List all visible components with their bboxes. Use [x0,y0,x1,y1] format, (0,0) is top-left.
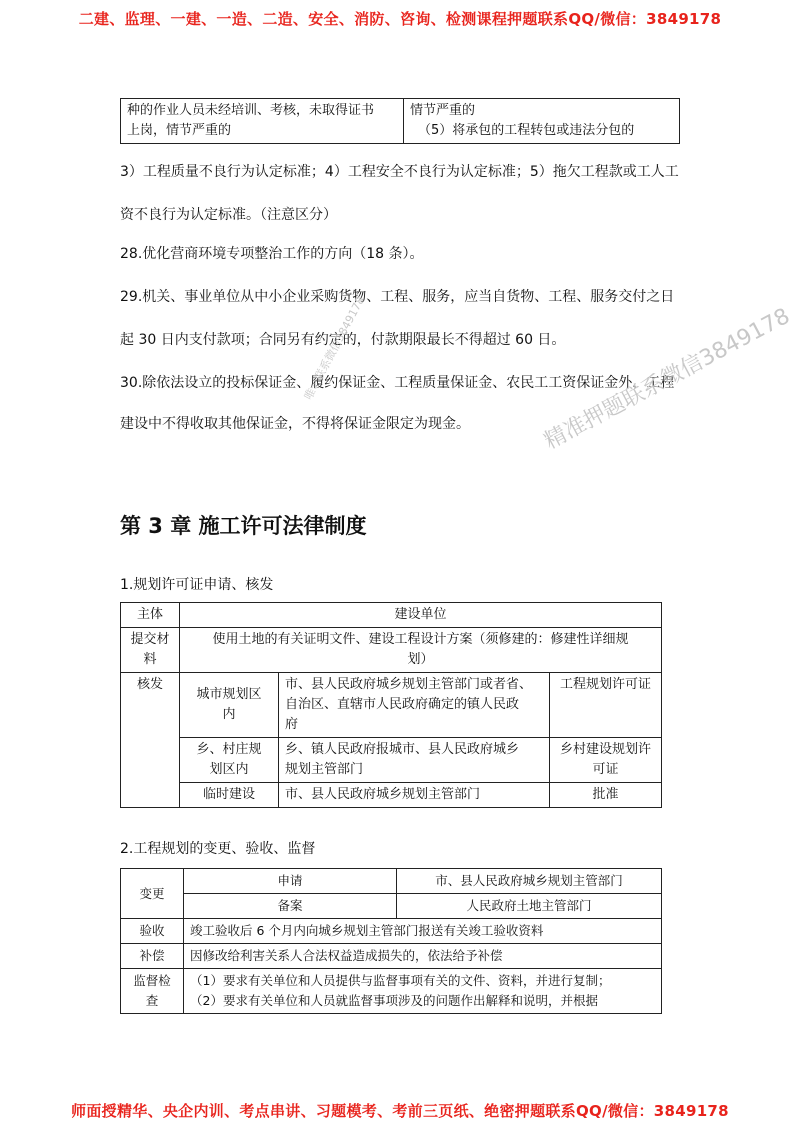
table-cell: 市、县人民政府城乡规划主管部门 [279,783,550,808]
section-title: 1.规划许可证申请、核发 [120,577,274,593]
penalty-table-fragment [120,98,680,144]
planning-change-table [120,868,662,1014]
cell-line: 种的作业人员未经培训、考核，未取得证书 [127,103,375,118]
section-title: 2.工程规划的变更、验收、监督 [120,841,316,857]
table-cell [180,628,662,673]
row-header: 验收 [121,919,184,944]
planning-permit-table [120,602,662,808]
paragraph-line: 28.优化营商环境专项整治工作的方向（18 条）。 [120,246,424,262]
table-cell [180,738,279,783]
table-cell [121,99,404,144]
row-header: 核发 [121,673,180,808]
table-cell [550,738,662,783]
top-banner: 二建、监理、一建、一造、二造、安全、消防、咨询、检测课程押题联系QQ/微信：3849178 [78,10,722,28]
paragraph-line: 起 30 日内支付款项；合同另有约定的，付款期限最长不得超过 60 日。 [120,332,566,348]
row-header [121,628,180,673]
cell-line: 查 [145,993,159,1008]
table-cell [404,99,680,144]
table-cell: 因修改给利害关系人合法权益造成损失的，依法给予补偿 [184,944,662,969]
cell-line: 上岗，情节严重的 [127,123,232,138]
cell-line: 划区内 [209,762,249,777]
cell-line: 城市规划区 [196,687,262,702]
watermark: 唯一联系微信3849178 [301,294,368,403]
cell-line: 可证 [592,762,619,777]
cell-line: （1）要求有关单位和人员提供与监督事项有关的文件、资料，并进行复制； [190,973,611,988]
cell-line: 乡、镇人民政府报城市、县人民政府城乡 [285,742,520,757]
cell-line: 自治区、直辖市人民政府确定的镇人民政 [285,697,520,712]
paragraph-line: 3）工程质量不良行为认定标准；4）工程安全不良行为认定标准；5）拖欠工程款或工人工 [120,164,679,180]
cell-line: （5）将承包的工程转包或违法分包的 [418,123,635,138]
cell-line: 府 [285,717,299,732]
table-cell [180,673,279,738]
cell-line: 规划主管部门 [285,762,364,777]
cell-line: 市、县人民政府城乡规划主管部门或者省、 [285,677,533,692]
bottom-banner: 师面授精华、央企内训、考点串讲、习题模考、考前三页纸、绝密押题联系QQ/微信：3849178 [71,1102,729,1120]
cell-line: 内 [222,707,236,722]
cell-line: 监督检 [133,973,171,988]
paragraph-line: 建设中不得收取其他保证金，不得将保证金限定为现金。 [120,416,470,432]
cell-line: 使用土地的有关证明文件、建设工程设计方案（须修建的：修建性详细规 [212,632,629,647]
table-cell: 批准 [550,783,662,808]
cell-line: 提交材 [130,632,170,647]
table-cell [279,673,550,738]
table-cell: 建设单位 [180,603,662,628]
table-cell [279,738,550,783]
table-cell [184,969,662,1014]
table-cell: 市、县人民政府城乡规划主管部门 [397,869,662,894]
cell-line: （2）要求有关单位和人员就监督事项涉及的问题作出解释和说明，并根据 [190,993,598,1008]
cell-line: 乡村建设规划许 [559,742,651,757]
watermark: 精准押题联系微信3849178 [540,303,794,455]
cell-line: 料 [143,652,157,667]
table-cell: 竣工验收后 6 个月内向城乡规划主管部门报送有关竣工验收资料 [184,919,662,944]
row-header: 补偿 [121,944,184,969]
paragraph-line: 30.除依法设立的投标保证金、履约保证金、工程质量保证金、农民工工资保证金外，工程 [120,375,675,391]
row-header: 变更 [121,869,184,919]
table-cell: 申请 [184,869,397,894]
paragraph-line: 资不良行为认定标准。（注意区分） [120,207,337,223]
cell-line: 情节严重的 [410,103,476,118]
cell-line: 乡、村庄规 [196,742,262,757]
table-cell: 临时建设 [180,783,279,808]
table-cell: 备案 [184,894,397,919]
paragraph-line: 29.机关、事业单位从中小企业采购货物、工程、服务，应当自货物、工程、服务交付之日 [120,289,675,305]
chapter-title: 第 3 章 施工许可法律制度 [120,514,367,538]
table-cell: 人民政府土地主管部门 [397,894,662,919]
row-header [121,969,184,1014]
cell-line: 划） [407,652,434,667]
table-cell: 工程规划许可证 [550,673,662,738]
row-header: 主体 [121,603,180,628]
